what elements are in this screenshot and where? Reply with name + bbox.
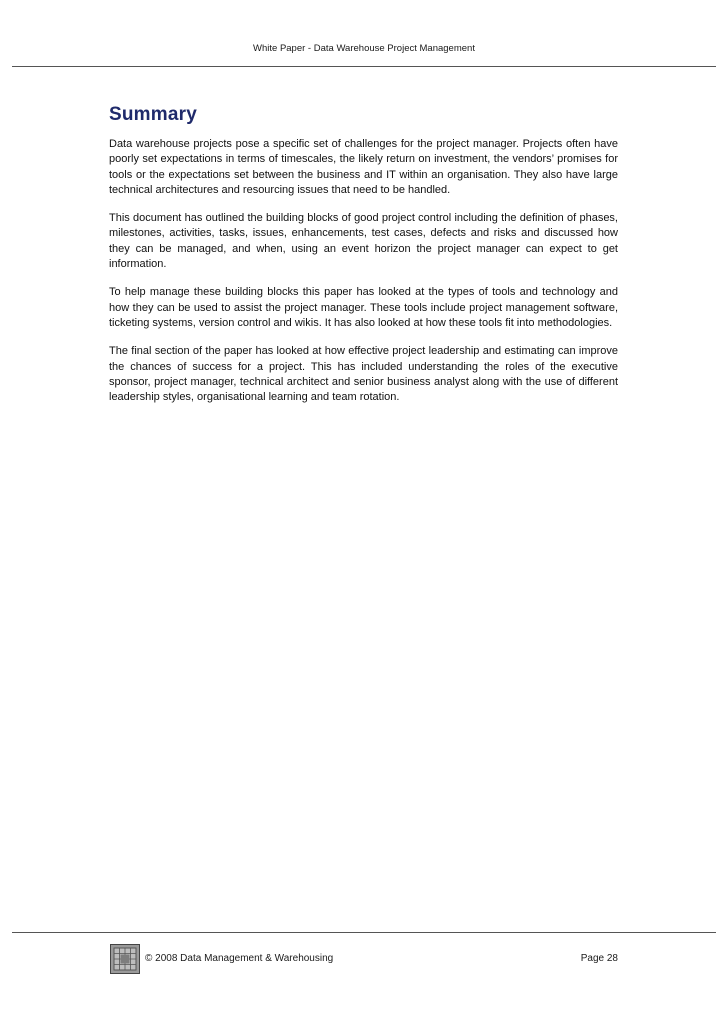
- footer-divider: [12, 932, 716, 933]
- paragraph: Data warehouse projects pose a specific set of challenges for the project manager. Projects often have poorly set expectations in terms of timescales, the likely return on investment, the vendors’ promises for tools or the expectations set between the business and IT within an organisation. They also have large technical architectures and resourcing issues that need to be handled.: [109, 138, 618, 196]
- section-body: [109, 137, 618, 418]
- paragraph: The final section of the paper has looked at how effective project leadership and estimating can improve the chances of success for a project. This has included understanding the roles of the executive sponsor, project manager, technical architect and senior business analyst along with the use of different leadership styles, organisational learning and team rotation.: [109, 345, 618, 404]
- header-divider: [12, 66, 716, 67]
- footer-copyright: © 2008 Data Management & Warehousing: [145, 953, 334, 964]
- page-number: Page 28: [580, 953, 618, 964]
- section-title: Summary: [109, 104, 197, 125]
- header-title: White Paper - Data Warehouse Project Management: [253, 43, 475, 54]
- paragraph: This document has outlined the building blocks of good project control including the definition of phases, milestones, activities, tasks, issues, enhancements, test cases, defects and risks and discussed how they can be managed, and when, using an event horizon the project manager can expect to get information.: [109, 212, 618, 271]
- company-logo-icon: [110, 944, 140, 974]
- paragraph: To help manage these building blocks this paper has looked at the types of tools and technology and how they can be used to assist the project manager. These tools include project management software, ticketing systems, version control and wikis. It has also looked at how these tools fit into methodologies.: [109, 286, 618, 329]
